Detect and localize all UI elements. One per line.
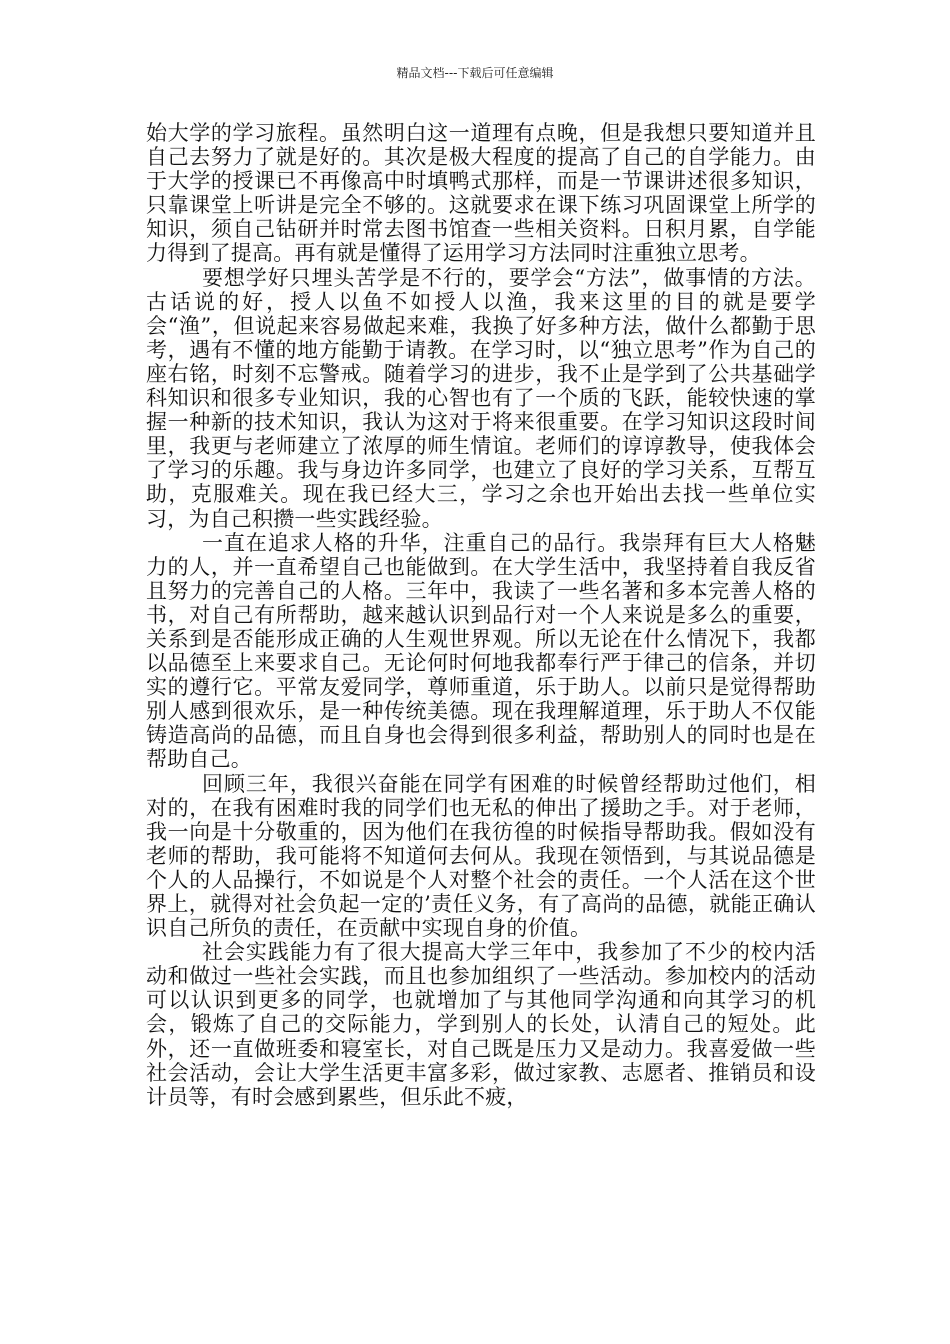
paragraph-4: 回顾三年，我很兴奋能在同学有困难的时候曾经帮助过他们，相对的，在我有困难时我的同学们也无私的伸出了援助之手。对于老师，我一向是十分敬重的，因为他们在我彷徨的时候指导帮助我。假如没有老师的帮助，我可能将不知道何去何从。我现在领悟到，与其说品德是个人的人品操行，不如说是个人对整个社会的责任。一个人活在这个世界上，就得对社会负起一定的’责任义务，有了高尚的品德，就能正确认识自己所负的责任，在贡献中实现自身的价值。 [146, 771, 816, 941]
document-body [146, 121, 816, 1109]
paragraph-5: 社会实践能力有了很大提高大学三年中，我参加了不少的校内活动和做过一些社会实践，而且也参加组织了一些活动。参加校内的活动可以认识到更多的同学，也就增加了与其他同学沟通和向其学习的机会，锻炼了自己的交际能力，学到别人的长处，认清自己的短处。此外，还一直做班委和寝室长，对自己既是压力又是动力。我喜爱做一些社会活动，会让大学生活更丰富多彩，做过家教、志愿者、推销员和设计员等，有时会感到累些，但乐此不疲， [146, 940, 816, 1109]
paragraph-2: 要想学好只埋头苦学是不行的，要学会“方法”，做事情的方法。古话说的好，授人以鱼不如授人以渔，我来这里的目的就是要学会“渔”，但说起来容易做起来难，我换了好多种方法，做什么都勤于思考，遇有不懂的地方能勤于请教。在学习时，以“独立思考”作为自己的座右铭，时刻不忘警戒。随着学习的进步，我不止是学到了公共基础学科知识和很多专业知识，我的心智也有了一个质的飞跃，能较快速的掌握一种新的技术知识，我认为这对于将来很重要。在学习知识这段时间里，我更与老师建立了浓厚的师生情谊。老师们的谆谆教导，使我体会了学习的乐趣。我与身边许多同学，也建立了良好的学习关系，互帮互助，克服难关。现在我已经大三，学习之余也开始出去找一些单位实习，为自己积攒一些实践经验。 [146, 265, 816, 531]
page-header: 精品文档---下载后可任意编辑 [396, 66, 554, 80]
paragraph-3: 一直在追求人格的升华，注重自己的品行。我崇拜有巨大人格魅力的人，并一直希望自己也能做到。在大学生活中，我坚持着自我反省且努力的完善自己的人格。三年中，我读了一些名著和多本完善人格的书，对自己有所帮助，越来越认识到品行对一个人来说是多么的重要，关系到是否能形成正确的人生观世界观。所以无论在什么情况下，我都以品德至上来要求自己。无论何时何地我都奉行严于律己的信条，并切实的遵行它。平常友爱同学，尊师重道，乐于助人。以前只是觉得帮助别人感到很欢乐，是一种传统美德。现在我理解道理，乐于助人不仅能铸造高尚的品德，而且自身也会得到很多利益，帮助别人的同时也是在帮助自己。 [146, 530, 816, 772]
paragraph-1: 始大学的学习旅程。虽然明白这一道理有点晚，但是我想只要知道并且自己去努力了就是好的。其次是极大程度的提高了自己的自学能力。由于大学的授课已不再像高中时填鸭式那样，而是一节课讲述很多知识，只靠课堂上听讲是完全不够的。这就要求在课下练习巩固课堂上所学的知识，须自己钻研并时常去图书馆查一些相关资料。日积月累，自学能力得到了提高。再有就是懂得了运用学习方法同时注重独立思考。 [146, 121, 816, 266]
